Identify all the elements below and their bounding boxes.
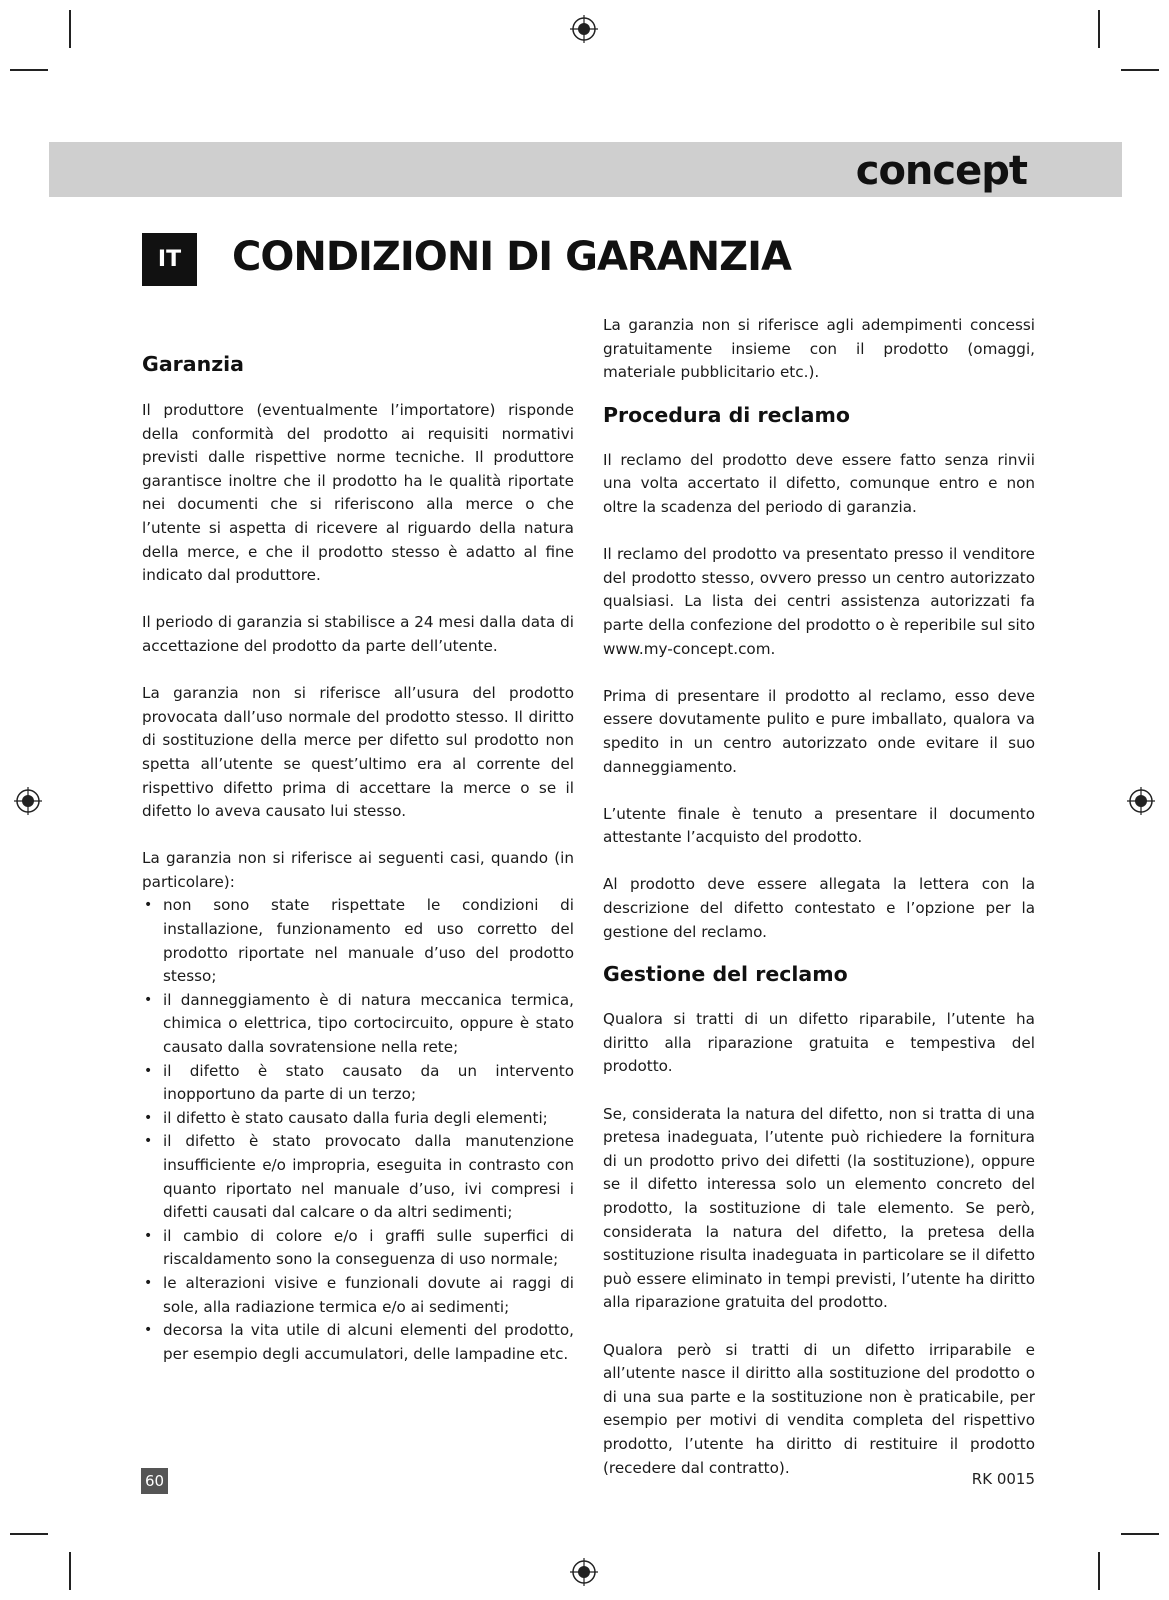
paragraph: Prima di presentare il prodotto al reclamo, esso deve essere dovutamente pulito e pure imballato, qualora va spedito in un centro autorizzato onde evitare il suo danneggiamento. xyxy=(603,686,1035,776)
list-item: • decorsa la vita utile di alcuni elementi del prodotto, per esempio degli accumulatori, delle lampadine etc. xyxy=(142,1319,574,1366)
list-item: • il difetto è stato causato dalla furia degli elementi; xyxy=(142,1107,574,1131)
list-item: • il difetto è stato provocato dalla manutenzione insufficiente e/o impropria, eseguita in contrasto con quanto riportato nel manuale d’uso, ivi compresi i difetti causati dal calcare o da altri sedimenti; xyxy=(142,1130,574,1224)
crop-mark xyxy=(1121,69,1159,71)
list-item: • il difetto è stato causato da un intervento inopportuno da parte di un terzo; xyxy=(142,1060,574,1107)
crop-mark xyxy=(69,10,71,48)
list-item: • il danneggiamento è di natura meccanica termica, chimica o elettrica, tipo cortocircuito, oppure è stato causato dalla sovratensione nella rete; xyxy=(142,989,574,1060)
paragraph: Qualora si tratti di un difetto riparabile, l’utente ha diritto alla riparazione gratuita e tempestiva del prodotto. xyxy=(603,1010,1035,1076)
page-title: CONDIZIONI DI GARANZIA xyxy=(232,234,791,280)
crop-mark xyxy=(69,1552,71,1590)
model-code: RK 0015 xyxy=(971,1470,1035,1488)
paragraph: Il periodo di garanzia si stabilisce a 24 mesi dalla data di accettazione del prodotto da parte dell’utente. xyxy=(142,613,574,655)
exclusions-list xyxy=(142,894,574,1366)
list-item: • il cambio di colore e/o i graffi sulle superfici di riscaldamento sono la conseguenza di uso normale; xyxy=(142,1225,574,1272)
crop-mark xyxy=(1098,10,1100,48)
left-column xyxy=(142,343,574,1366)
paragraph: Il reclamo del prodotto va presentato presso il venditore del prodotto stesso, ovvero presso un centro autorizzato qualsiasi. La lista dei centri assistenza autorizzati fa parte della confezione del prodotto o è reperibile sul sito www.my-concept.com. xyxy=(603,545,1035,658)
paragraph: Il reclamo del prodotto deve essere fatto senza rinvii una volta accertato il difetto, comunque entro e non oltre la scadenza del periodo di garanzia. xyxy=(603,450,1035,516)
paragraph: Qualora però si tratti di un difetto irriparabile e all’utente nasce il diritto alla sostituzione del prodotto o di una sua parte e la sostituzione non è praticabile, per esempio per motivi di vendita completa del rispettivo prodotto, l’utente ha diritto di restituire il prodotto (recedere dal contratto). xyxy=(603,1340,1035,1477)
crop-mark xyxy=(1121,1533,1159,1535)
paragraph: Il produttore (eventualmente l’importatore) risponde della conformità del prodotto ai requisiti normativi previsti dalle rispettive norme tecniche. Il produttore garantisce inoltre che il prodotto ha le qualità riportate nei documenti che si riferiscono alla merce o che l’utente si aspetta di ricevere al riguardo della natura della merce, e che il prodotto stesso è adatto al fine indicato dal produttore. xyxy=(142,401,574,585)
language-badge: IT xyxy=(142,233,197,286)
section-heading-procedura: Procedura di reclamo xyxy=(603,402,850,427)
list-item: • non sono state rispettate le condizioni di installazione, funzionamento ed uso corretto del prodotto riportate nel manuale d’uso del prodotto stesso; xyxy=(142,894,574,988)
paragraph: Al prodotto deve essere allegata la lettera con la descrizione del difetto contestato e l’opzione per la gestione del reclamo. xyxy=(603,875,1035,941)
section-heading-gestione: Gestione del reclamo xyxy=(603,962,848,987)
brand-logo: concept xyxy=(855,148,1027,194)
header-band xyxy=(49,142,1122,197)
crop-mark xyxy=(1098,1552,1100,1590)
section-heading-garanzia: Garanzia xyxy=(142,352,244,376)
registration-mark-icon xyxy=(14,787,42,815)
registration-mark-icon xyxy=(1127,787,1155,815)
registration-mark-icon xyxy=(570,1558,598,1586)
paragraph: L’utente finale è tenuto a presentare il documento attestante l’acquisto del prodotto. xyxy=(603,804,1035,847)
page-number: 60 xyxy=(141,1468,168,1494)
paragraph: La garanzia non si riferisce ai seguenti casi, quando (in particolare): xyxy=(142,849,574,891)
registration-mark-icon xyxy=(570,15,598,43)
crop-mark xyxy=(10,69,48,71)
right-column xyxy=(603,314,1035,1480)
crop-mark xyxy=(10,1533,48,1535)
paragraph: La garanzia non si riferisce agli adempimenti concessi gratuitamente insieme con il prodotto (omaggi, materiale pubblicitario etc.). xyxy=(603,316,1035,382)
paragraph: Se, considerata la natura del difetto, non si tratta di una pretesa inadeguata, l’utente può richiedere la fornitura di un prodotto privo dei difetti (la sostituzione), oppure se il difetto interessa solo un elemento concreto del prodotto, la sostituzione di tale elemento. Se però, considerata la natura del difetto, la pretesa della sostituzione risulta inadeguata in particolare se il difetto può essere eliminato in tempi previsti, l’utente ha diritto alla riparazione gratuita del prodotto. xyxy=(603,1104,1035,1312)
paragraph: La garanzia non si riferisce all’usura del prodotto provocata dall’uso normale del prodotto stesso. Il diritto di sostituzione della merce per difetto sul prodotto non spetta all’utente se quest’ultimo era al corrente del rispettivo difetto prima di accettare la merce o se il difetto lo aveva causato lui stesso. xyxy=(142,684,574,821)
list-item: • le alterazioni visive e funzionali dovute ai raggi di sole, alla radiazione termica e/o ai sedimenti; xyxy=(142,1272,574,1319)
